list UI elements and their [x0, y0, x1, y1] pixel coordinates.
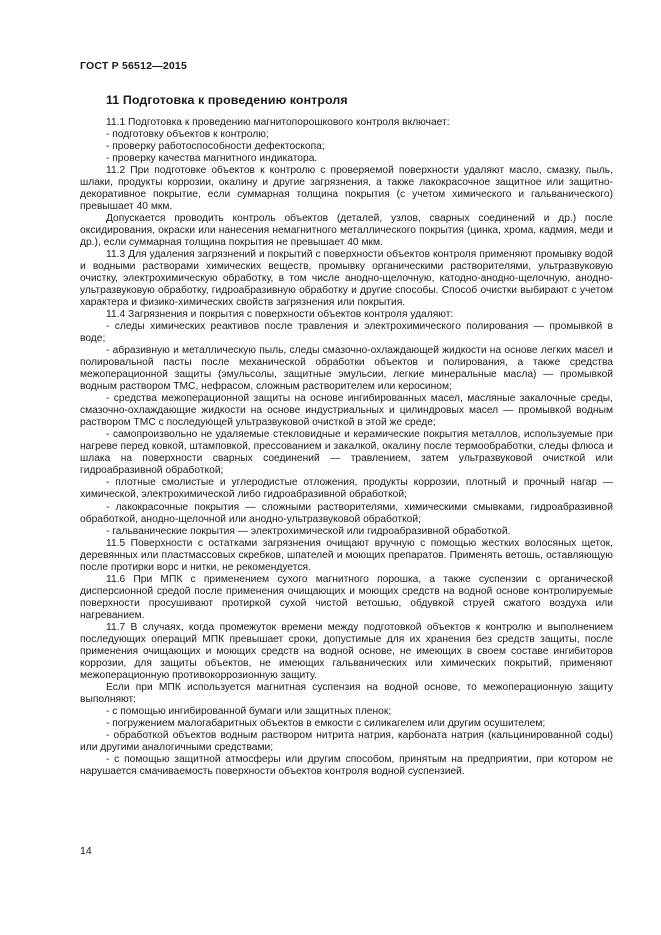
- paragraph: 11.7 В случаях, когда промежуток времени между подготовкой объектов к контролю и выполнением последующих операций МПК превышает сроки, допустимые для их хранения без средств защиты, после применения очищающих и моющих средств на водной основе, не имеющих в своем составе ингибиторов коррозии, для защиты объектов, не имеющих гальванических или химических покрытий, применяют межоперационную противокоррозионную защиту.: [80, 621, 613, 681]
- paragraph: 11.2 При подготовке объектов к контролю с проверяемой поверхности удаляют масло, смазку, пыль, шлаки, продукты коррозии, окалину и другие загрязнения, а также лакокрасочное защитное или защитно-декоративное покрытие, если суммарная толщина покрытия (с учетом химического и гальванического) превышает 40 мкм.: [80, 165, 613, 213]
- list-item: - самопроизвольно не удаляемые стекловидные и керамические покрытия металлов, используемые при нагреве перед ковкой, штамповкой, прессованием и закалкой, окалину после термообработки, следы флюса и шлака на поверхности сварных соединений — травлением, затем ультразвуковой очисткой или гидроабразивной обработкой;: [80, 429, 613, 477]
- section-title: 11 Подготовка к проведению контроля: [106, 93, 348, 107]
- list-item: - лакокрасочные покрытия — сложными растворителями, химическими смывками, гидроабразивной обработкой, анодно-щелочной или анодно-ультразвуковой обработкой;: [80, 501, 613, 525]
- list-item: - обработкой объектов водным раствором нитрита натрия, карбоната натрия (кальцинированной соды) или другими аналогичными средствами;: [80, 729, 613, 753]
- list-item: - проверку качества магнитного индикатора.: [106, 153, 318, 165]
- list-item: - подготовку объектов к контролю;: [106, 129, 269, 141]
- list-item: - гальванические покрытия — электрохимической или гидроабразивной обработкой.: [106, 525, 511, 537]
- section-body: [80, 117, 613, 778]
- page-number: 14: [80, 845, 92, 857]
- paragraph: 11.1 Подготовка к проведению магнитопорошкового контроля включает:: [106, 117, 450, 128]
- paragraph: 11.6 При МПК с применением сухого магнитного порошка, а также суспензии с органической дисперсионной средой после применения очищающих и моющих средств на водной основе контролируемые поверхности просушивают протиркой сухой чистой ветошью, обдувкой струей сжатого воздуха или нагреванием.: [80, 573, 613, 621]
- list-item: - плотные смолистые и углеродистые отложения, продукты коррозии, плотный и прочный нагар — химической, электрохимической либо гидроабразивной обработкой;: [80, 477, 613, 501]
- document-header: ГОСТ Р 56512—2015: [80, 60, 188, 72]
- list-item: - проверку работоспособности дефектоскопа;: [106, 141, 325, 153]
- list-item: - средства межоперационной защиты на основе ингибированных масел, масляные закалочные среды, смазочно-охлаждающие жидкости на основе индустриальных и цилиндровых масел — промывкой водным раствором ТМС с последующей ультразвуковой очисткой в этой же среде;: [80, 393, 613, 429]
- paragraph: 11.4 Загрязнения и покрытия с поверхности объектов контроля удаляют:: [106, 309, 454, 321]
- list-item: - следы химических реактивов после травления и электрохимического полирования — промывкой в воде;: [80, 321, 613, 345]
- paragraph: 11.3 Для удаления загрязнений и покрытий с поверхности объектов контроля применяют промывку водой и водными растворами химических веществ, промывку органическими растворителями, ультразвуковую очистку, электрохимическую обработку, в том числе анодно-щелочную, катодно-анодно-щелочную, анодно-ультразвуковую обработку, гидроабразивную обработку и другие способы. Способ очистки выбирают с учетом характера и физико-химических свойств загрязнения или покрытия.: [80, 249, 613, 309]
- list-item: - с помощью защитной атмосферы или другим способом, принятым на предприятии, при котором не нарушается смачиваемость поверхности объектов контроля водной суспензией.: [80, 753, 613, 777]
- list-item: - погружением малогабаритных объектов в емкости с силикагелем или другим осушителем;: [106, 717, 546, 729]
- paragraph: 11.5 Поверхности с остатками загрязнения очищают вручную с помощью жестких волосяных щеток, деревянных или пластмассовых скребков, шпателей и моющих препаратов. Применять ветошь, оставляющую после протирки ворс и нитки, не рекомендуется.: [80, 537, 613, 573]
- list-item: - абразивную и металлическую пыль, следы смазочно-охлаждающей жидкости на основе легких масел и полировальной пасты после механической обработки объектов и полирования, а также средства межоперационной защиты (эмульсолы, защитные эмульсии, легкие минеральные масла) — промывкой водным раствором ТМС, нефрасом, сложным растворителем или керосином;: [80, 345, 613, 393]
- paragraph: Допускается проводить контроль объектов (деталей, узлов, сварных соединений и др.) после оксидирования, окраски или нанесения немагнитного металлического покрытия (цинка, хрома, кадмия, меди и др.), если суммарная толщина покрытия не превышает 40 мкм.: [80, 213, 613, 249]
- paragraph: Если при МПК используется магнитная суспензия на водной основе, то межоперационную защиту выполняют:: [80, 681, 613, 705]
- list-item: - с помощью ингибированной бумаги или защитных пленок;: [106, 705, 392, 717]
